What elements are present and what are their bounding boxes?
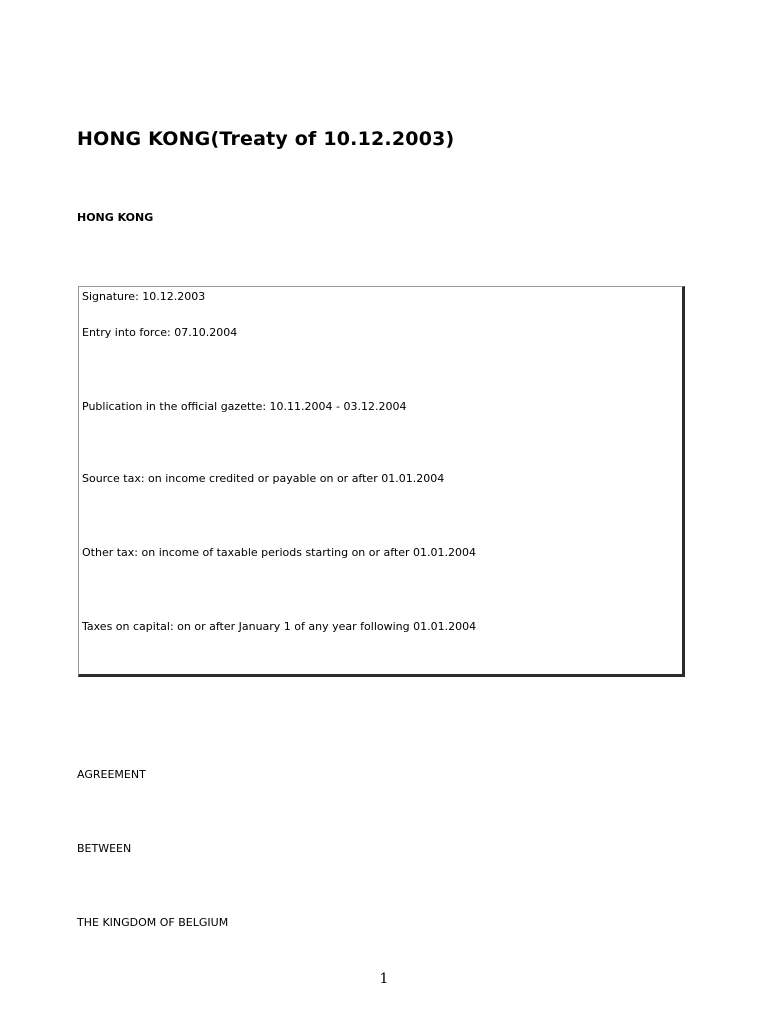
info-taxes-on-capital: Taxes on capital: on or after January 1 of any year following 01.01.2004 (82, 620, 477, 633)
info-other-tax: Other tax: on income of taxable periods starting on or after 01.01.2004 (82, 546, 477, 559)
body-between: BETWEEN (77, 842, 132, 855)
treaty-info-box (78, 286, 685, 677)
info-signature: Signature: 10.12.2003 (82, 290, 206, 303)
body-agreement: AGREEMENT (77, 768, 146, 781)
body-kingdom-of-belgium: THE KINGDOM OF BELGIUM (77, 916, 229, 929)
info-source-tax: Source tax: on income credited or payable on or after 01.01.2004 (82, 472, 445, 485)
info-entry-into-force: Entry into force: 07.10.2004 (82, 326, 238, 339)
page-number: 1 (379, 971, 389, 987)
document-subtitle: HONG KONG (77, 211, 154, 224)
info-publication: Publication in the official gazette: 10.11.2004 - 03.12.2004 (82, 400, 407, 413)
document-title: HONG KONG(Treaty of 10.12.2003) (77, 128, 455, 150)
